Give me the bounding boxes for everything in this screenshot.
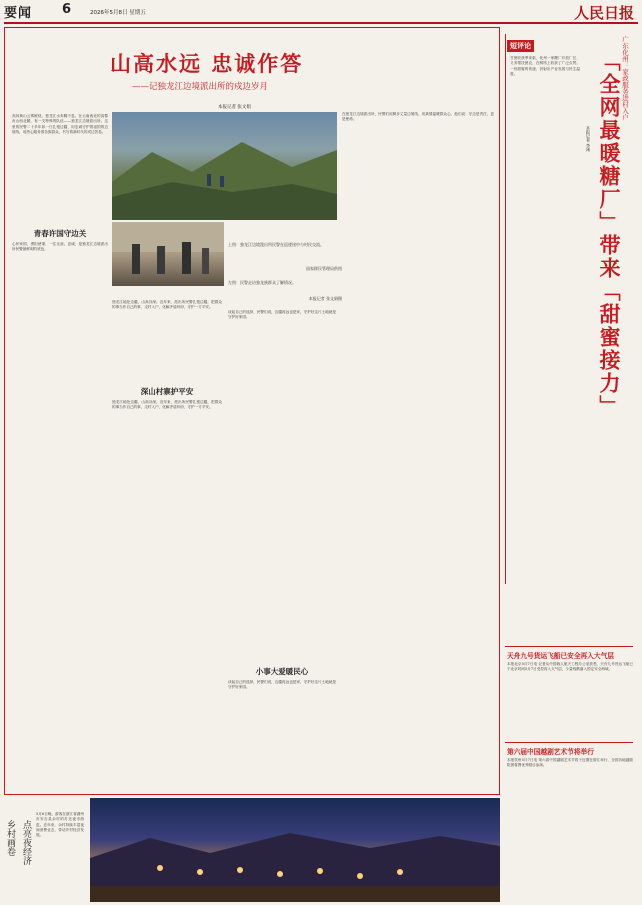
sidebar-paragraph: 甘蔗收获季来临，化州一家糖厂开放厂区、义务帮扶蔗农，在网络上收获了广泛点赞。一份甜蜜的传递，折射出产业发展与民生温度。	[510, 56, 580, 76]
brief1-text	[507, 662, 633, 740]
photo1-credit: 国家移民管理局供图	[306, 266, 342, 271]
brief2-text	[507, 758, 633, 898]
mountain-patrol-photo	[112, 112, 337, 220]
section-label: 要闻	[4, 6, 33, 21]
feature-subhead-2: 深山村寨护平安	[140, 387, 194, 396]
feature-paragraph: 谈起自己的选择，民警们说，边疆再远也是家，守护好这片土地就是守护好家园。	[228, 680, 336, 690]
mountain-photo-graphic	[112, 112, 337, 220]
sidebar-byline: 本报记者 李刚	[586, 126, 591, 152]
brief2-title: 第六届中国越剧艺术节将举行	[507, 748, 594, 756]
date-line: 2026年5月8日 星期五	[90, 10, 146, 16]
photo1-caption: 上图：独龙江边境派出所民警在巡逻途中与村民交流。	[228, 242, 324, 247]
photo-news-subtitle: 点亮夜经济	[21, 820, 31, 865]
feature-subhead-1: 青春许国守边关	[33, 229, 87, 238]
feature-paragraph: 高耸黄山云雾缭绕，独龙江水奔腾不息。在云南西北的高黎贡山西北麓，有一支特殊的队伍——独龙江边境派出所。这里的民警二十多年如一日扎根边疆，用忠诚守护着祖国的边境线，用热心服务着各族群众，书写着新时代的戍边答卷。	[12, 114, 108, 134]
feature-paragraph: 在独龙江边境派出所，民警们用脚步丈量边境线，用真情温暖群众心。他们说：守边是责任，更是使命。	[342, 112, 494, 122]
brief-divider	[505, 742, 633, 743]
sidebar-section: 广东化州：家政服务进村入户	[621, 36, 629, 121]
photo-news-title: 乡村画卷	[5, 820, 15, 856]
photo2-caption: 左图：民警走访独龙族群众了解情况。	[228, 280, 296, 285]
sidebar-tag: 短评论	[507, 40, 534, 52]
masthead	[0, 0, 642, 22]
brief1-paragraph: 本报北京5月7日电 记者从中国载人航天工程办公室获悉，天舟九号货运飞船已于北京时间5月7日受控再入大气层，少量残骸落入预定安全海域。	[507, 662, 633, 672]
brief-divider	[505, 646, 633, 647]
photo-news-paragraph: 5月6日晚，游客在浙江省湖州市安吉县余村的灯光夜市游览。近年来，余村持续丰富夜间消费业态，带动乡村经济发展。	[36, 812, 84, 838]
feature-title: 山高水远 忠诚作答	[110, 51, 304, 76]
feature-column-1	[12, 114, 108, 224]
photo2-credit: 本报记者 张文娟摄	[308, 296, 342, 301]
feature-column-1b	[12, 242, 108, 572]
paper-logo: 人民日报	[573, 4, 634, 22]
feature-paragraph: 心怀家国，勇担使命，一往无前。忠诚，是独龙江边境派出所民警最鲜明的底色。	[12, 242, 108, 252]
night-market-graphic	[90, 798, 500, 902]
night-market-photo	[90, 798, 500, 902]
feature-column-2	[112, 300, 222, 380]
top-rule	[4, 22, 638, 24]
feature-subhead-3: 小事大爱暖民心	[255, 667, 309, 676]
sidebar-title: 「全网最暖糖厂」带来「甜蜜接力」	[597, 50, 622, 418]
brief1-title: 天舟九号货运飞船已安全再入大气层	[507, 652, 614, 660]
feature-paragraph: 独龙江地处边疆，山高谷深。近年来，派出所民警扎根边疆，把群众的事当作自己的事，走村入户，化解矛盾纠纷，守护一方平安。	[112, 400, 222, 410]
feature-column-4	[342, 112, 494, 788]
village-visit-photo	[112, 222, 224, 286]
feature-paragraph: 谈起自己的选择，民警们说，边疆再远也是家，守护好这片土地就是守护好家园。	[228, 310, 336, 320]
feature-paragraph: 独龙江地处边疆，山高谷深。近年来，派出所民警扎根边疆，把群众的事当作自己的事，走村入户，化解矛盾纠纷，守护一方平安。	[112, 300, 222, 310]
feature-column-3	[228, 310, 336, 660]
sidebar-column	[510, 56, 580, 576]
brief2-paragraph: 本报杭州5月7日电 第六届中国越剧艺术节将于近期在浙江举行，全国各地越剧院团将携优秀剧目参演。	[507, 758, 633, 768]
feature-column-2b	[112, 400, 222, 790]
feature-byline: 本报记者 张文娟	[218, 105, 251, 110]
photo-news-text	[36, 812, 84, 900]
feature-column-3b	[228, 680, 336, 790]
village-photo-graphic	[112, 222, 224, 286]
feature-subtitle: ——记独龙江边境派出所的戍边岁月	[132, 82, 269, 92]
page-number: 6	[62, 2, 72, 17]
